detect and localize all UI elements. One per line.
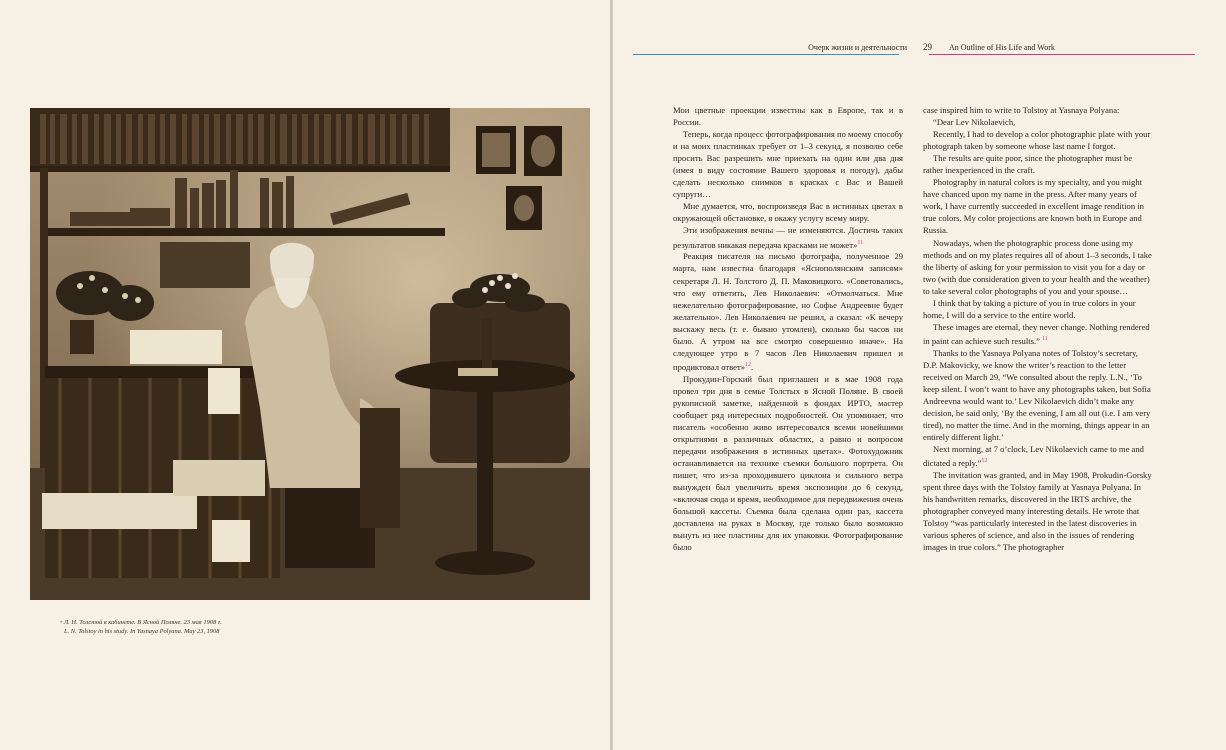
paragraph: Мои цветные проекции известны как в Европе, так и в России. (673, 105, 903, 128)
paragraph: The invitation was granted, and in May 1908, Prokudin-Gorsky spent three days with the Tolstoy family at Yasnaya Polyana. In his handwritten remarks, discovered in the IRTS archive, the photographer conveyed many interesting details. He wrote that Tolstoy “was particularly interested in the latest discoveries in various spheres of science, and also in the issues of rendering images in true colors.” The photographer (923, 470, 1152, 553)
right-page (613, 0, 1226, 750)
paragraph: Эти изображения вечны — не изменяются. Достичь таких результатов никакая передача красками не может»$^{11}$ (673, 225, 903, 250)
running-head-en: An Outline of His Life and Work (949, 43, 1055, 52)
page-number: 29 (923, 42, 932, 52)
paragraph: I think that by taking a picture of you in true colors in your home, I will do a service to the entire world. (923, 297, 1136, 320)
text-column-ru (673, 104, 903, 553)
paragraph: “Dear Lev Nikolaevich, (933, 117, 1016, 128)
paragraph: case inspired him to write to Tolstoy at Yasnaya Polyana: (923, 105, 1120, 115)
footnote-ref[interactable]: 12 (745, 361, 752, 368)
running-head-ru: Очерк жизни и деятельности (808, 43, 907, 52)
paragraph: Nowadays, when the photographic process done using my methods and on my plates requires all of about 1–3 seconds, I take the liberty of asking for your permission to visit you for a day or two (with due consideration given to your health and the weather) to take several color photographs of you and your spouse… (923, 237, 1152, 296)
paragraph: The results are quite poor, since the photographer must be rather inexperienced in the craft. (923, 153, 1133, 176)
photo-caption (60, 618, 360, 636)
paragraph: Photography in natural colors is my specialty, and you might have chanced upon my name in the press. After many years of work, I have currently succeeded in excellent image rendition in true colors. My color projections are known both in Europe and Russia. (923, 177, 1144, 236)
footnote-ref[interactable]: 11 (1042, 335, 1048, 342)
footnote-ref[interactable]: 12 (981, 458, 988, 465)
paragraph: Thanks to the Yasnaya Polyana notes of Tolstoy’s secretary, D.P. Makovicky, we know the writer’s reaction to the letter received on March 29, “We consulted about the reply. L.N., ‘To keep silent. I won’t want to have any photographs taken, but Sofia Andreevna would want to.’ Lev Nikolaevich didn’t make any decision, he said only, ‘By the evening, I am all out (i.e. I am very tired), no matter the time. And in the morning, things appear in an entirely different light.’ (923, 347, 1151, 443)
paragraph: Recently, I had to develop a color photographic plate with your photograph taken by someone whose last name I forgot. (923, 129, 1151, 152)
caption-marker: • (60, 619, 63, 626)
paragraph: Реакция писателя на письмо фотографа, полученное 29 марта, нам известна благодаря «Яснополянским записям» секретаря Л. Н. Толстого Д. П. Маковицкого. «Советовались, что ему ответить, Лев Николаевич: «Отмолчаться. Мне нежелательно фотографирование, но Софье Андреевне будет желательно». Лев Николаевич не решил, а сказал: «К вечеру выскажу весь (т. е. бываю утомлен), сколько бы часов ни было. А утром на все смотрю совершенно иначе». На следующее утро в 7 часов Лев Николаевич пришел и продиктовал ответ»$^{12}$. (673, 251, 903, 372)
photo-tolstoy-in-study (30, 108, 590, 600)
caption-ru: Л. Н. Толстой в кабинете. В Ясной Поляне. 23 мая 1908 г. (63, 619, 222, 626)
paragraph: Next morning, at 7 o’clock, Lev Nikolaevich came to me and dictated a reply.”$^{12}$ (923, 444, 1144, 469)
left-page (0, 0, 611, 750)
paragraph: Теперь, когда процесс фотографирования по моему способу и на моих пластинках требует от 1–3 секунд, я позволю себе просить Вас разрешить мне приехать на один или два дня (имея в виду состояние Вашего здоровья и погоду), дабы сделать несколько снимков в красках с Вас и Вашей супруги… (673, 129, 903, 200)
paragraph: These images are eternal, they never change. Nothing rendered in paint can achieve such results.” $^{11}$ (923, 321, 1150, 346)
paragraph: Мне думается, что, воспроизведя Вас в истинных цветах в окружающей обстановке, я окажу услугу всему миру. (673, 201, 903, 224)
text-column-en (923, 104, 1153, 553)
caption-en: L. N. Tolstoy in his study. In Yasnaya Polyana. May 23, 1908 (64, 628, 220, 635)
header-rule-pink (929, 54, 1195, 55)
footnote-ref[interactable]: 11 (857, 239, 864, 246)
paragraph: Прокудин-Горский был приглашен и в мае 1908 года провел три дня в семье Толстых в Ясной Поляне. В своей рукописной заметке, найденной в фондах ИРТО, мастер сообщает ряд интересных подробностей. Он упоминает, что писатель «особенно живо интересовался всеми новейшими открытиями в различных областях, а равно и вопросом передачи изображения в истинных цветах». Фотохудожник останавливается на технике съемки большого портрета. Он пишет, что из-за проходившего циклона и сильного ветра вынужден был увеличить время экспозиции до 6 секунд, «включая сюда и время, необходимое для передвижения очень большой кассеты. Съемка была сделана один раз, кассета доставлена на руках в Москву, где только было возможно вынуть из нее пластины для их упаковки. Фотографирование было (673, 373, 903, 553)
header-rule-blue (633, 54, 899, 55)
